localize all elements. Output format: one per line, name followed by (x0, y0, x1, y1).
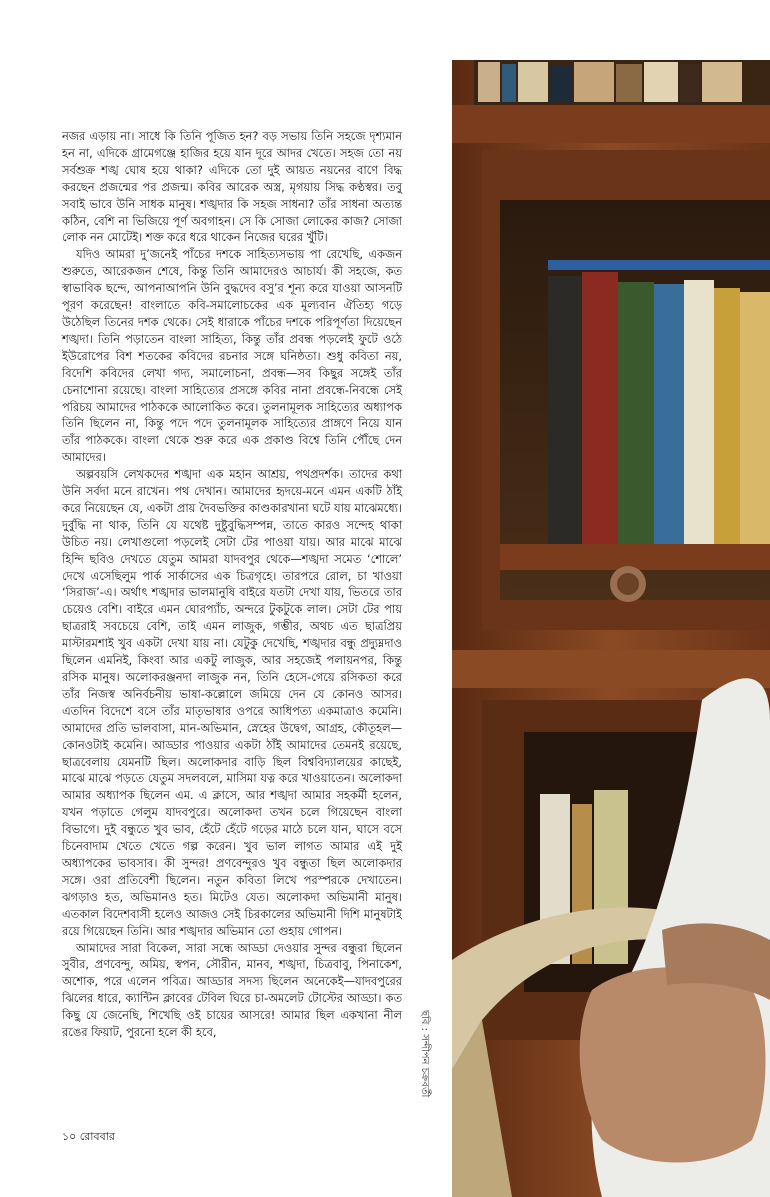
paragraph: নজর এড়ায় না। সাধে কি তিনি পূজিত হন? বড় সভায় তিনি সহজে দৃশ্যমান হন না, এদিকে গ্রামেগঞ্জে হাজির হয়ে যান দূরে আদর খেতে। সহজ তো নয় সর্বশুক্র শঙ্খ ঘোষ হয়ে থাকা? এদিকে তো দুই আয়ত নয়নের বাণে বিদ্ধ করছেন প্রজন্মের পর প্রজন্ম। কবির আরেক অস্ত্র, মৃগয়ায় সিদ্ধ কণ্ঠস্বর। তবু সবাই ভাবে উনি সাধক মানুষ। শঙ্খদার কি সহজ সাধনা? তাঁর সাধনা অত্যন্ত কঠিন, বেশি না ভিজিয়ে পূর্ণ অবগাহন। সে কি সোজা লোকের কাজ? সোজা লোক নন মোটেই। শক্ত করে ধরে থাকেন নিজের ঘরের খুঁটি। (62, 129, 402, 245)
paragraph: যদিও আমরা দু’জনেই পাঁচের দশকে সাহিত্যসভায় পা রেখেছি, একজন শুরুতে, আরেকজন শেষে, কিন্তু তিনি আমাদেরও আচার্য। কী সহজে, কত স্বাভাবিক ছন্দে, আপনাআপনি উনি বুদ্ধদেব বসু’র শূন্য করে যাওয়া আসনটি পূরণ করেছেন! বাংলাতে কবি-সমালোচকের এক মূল্যবান ঐতিহ্য গড়ে উঠেছিল তিনের দশক থেকে। সেই ধারাকে পাঁচের দশকে পরিপূর্ণতা দিয়েছেন শঙ্খদা। তিনি পড়াতেন বাংলা সাহিত্য, কিন্তু তাঁর প্রবন্ধ পড়লেই ফুটে ওঠে ইউরোপের বিশ শতকের কবিদের রচনার সঙ্গে ঘনিষ্ঠতা। শুধু কবিতা নয়, বিদেশি কবিদের লেখা গদ্য, সমালোচনা, প্রবন্ধ—সব কিছুর সঙ্গেই তাঁর চেনাশোনা রয়েছে। বাংলা সাহিত্যের প্রসঙ্গে কবির নানা প্রবন্ধে-নিবন্ধে সেই পরিচয় আমাদের পাঠককে আলোকিত করে। তুলনামূলক সাহিত্যের অধ্যাপক তিনি ছিলেন না, কিন্তু পদে পদে তুলনামূলক সাহিত্যের প্রাঙ্গণে নিয়ে যান তাঁর পাঠককে। বাংলা থেকে শুরু করে এক প্রকাণ্ড বিশ্বে তিনি পৌঁছে দেন আমাদের। (62, 247, 402, 465)
bookshelf-photo (452, 60, 770, 1197)
portrait-photo (452, 60, 770, 1197)
article-body (62, 128, 402, 1041)
magazine-name: রোববার (79, 1130, 115, 1143)
photo-credit: ছবি : সন্দীপন চক্রবর্তী (419, 1010, 430, 1098)
page-number: ১০ (62, 1130, 77, 1143)
paragraph: অল্পবয়সি লেখকদের শঙ্খদা এক মহান আশ্রয়, পথপ্রদর্শক। তাদের কথা উনি সর্বদা মনে রাখেন। পথ দেখান। আমাদের হৃদয়ে-মনে এমন একটি ঠাঁই করে নিয়েছেন যে, একটা প্রায় দৈবভক্তির কাণ্ডকারখানা ঘটে যায় মাঝেমধ্যে। দুর্বুদ্ধি না থাক, তিনি যে যথেষ্ট দুষ্টুবুদ্ধিসম্পন্ন, তাতে কারও সন্দেহ থাকা উচিত নয়। লেখাগুলো পড়লেই সেটা টের পাওয়া যায়। আর মাঝে মাঝে হিন্দি ছবিও দেখতে যেতুম আমরা যাদবপুর থেকে—শঙ্খদা সমেত ‘শোলে’ দেখে এসেছিলুম পার্ক সার্কাসের এক চিত্রগৃহে। তারপরে রোল, চা খাওয়া ‘সিরাজ’-এ। অর্থাৎ শঙ্খদার ভালমানুষি বাইরে যতটা দেখা যায়, ভিতরে তার চেয়েও বেশি। বাইরে এমন ঘোরপ্যাঁচ, অন্দরে টুকটুকে লাল। সেটা টের পায় ছাত্ররাই সবচেয়ে বেশি, তাই এমন লাজুক, গম্ভীর, অথচ এত ছাত্রপ্রিয় মাস্টারমশাই খুব একটা দেখা যায় না। যেটুকু দেখেছি, শঙ্খদার বন্ধু প্রদ্যুম্নদাও ছিলেন এমনিই, কিংবা আর একটু লাজুক, আর সহজেই পলায়নপর, কিন্তু রসিক মানুষ। অলোকরঞ্জনদা লাজুক নন, তিনি হেসে-গেয়ে রসিকতা করে তাঁর নিজস্ব অনির্বচনীয় ভাষা-কল্লোলে জমিয়ে দেন যে কোনও আসর। এতদিন বিদেশে বসে তাঁর মাতৃভাষার ওপরে আধিপত্য একমাত্রাও কমেনি। আমাদের প্রতি ভালবাসা, মান-অভিমান, স্নেহের উদ্বেগ, আগ্রহ, কৌতূহল—কোনওটাই কমেনি। আড্ডার পাওয়ার একটা ঠাঁই আমাদের তেমনই রয়েছে, ছাত্রবেলায় যেমনটি ছিল। অলোকদার বাড়ি ছিল বিশ্ববিদ্যালয়ের কাছেই, মাঝে মাঝে পড়তে যেতুম সদলবলে, মাসিমা যত্ন করে খাওয়াতেন। অলোকদা আমার অধ্যাপক ছিলেন এম. এ ক্লাসে, আর শঙ্খদা আমার সহকর্মী হলেন, যখন পড়াতে গেলুম যাদবপুরে। অলোকদা তখন চলে গিয়েছেন বাংলা বিভাগে। দুই বন্ধুতে খুব ভাব, হেঁটে হেঁটে গড়ের মাঠে চলে যান, ঘাসে বসে চিনেবাদাম খেতে খেতে গল্প করেন। খুব ভাল লাগত আমার এই দুই অধ্যাপকের ভাবসাব। কী সুন্দর! প্রণবেন্দুরও খুব বন্ধুতা ছিল অলোকদার সঙ্গে। ওরা প্রতিবেশী ছিলেন। নতুন কবিতা লিখে পরস্পরকে দেখাতেন। ঝগড়াও হত, অভিমানও হত। মিটেও যেত। অলোকদা অভিমানী মানুষ। এতকাল বিদেশবাসী হলেও আজও সেই চিরকালের অভিমানী দিশি মানুষটাই রয়ে গিয়েছেন তিনি। আর শঙ্খদার অভিমান তো গুহায় গোপন। (62, 467, 402, 938)
paragraph: আমাদের সারা বিকেল, সারা সন্ধে আড্ডা দেওয়ার সুন্দর বন্ধুরা ছিলেন সুবীর, প্রণবেন্দু, অমিয়, স্বপন, সৌরীন, মানব, শঙ্খদা, চিত্রবাবু, পিনাকেশ, অশোক, পরে এলেন পবিত্র। আড্ডার সদস্য ছিলেন অনেকেই—যাদবপুরের ঝিলের ধারে, ক্যান্টিন ক্লাবের টেবিল ঘিরে চা-অমলেট টোস্টের আড্ডা। কত কিছু যে জেনেছি, শিখেছি ওই চায়ের আসরে! আমার ছিল একখানা নীল রঙের ফিয়াট, পুরনো হলে কী হবে, (62, 940, 402, 1040)
page-folio (62, 1128, 115, 1147)
